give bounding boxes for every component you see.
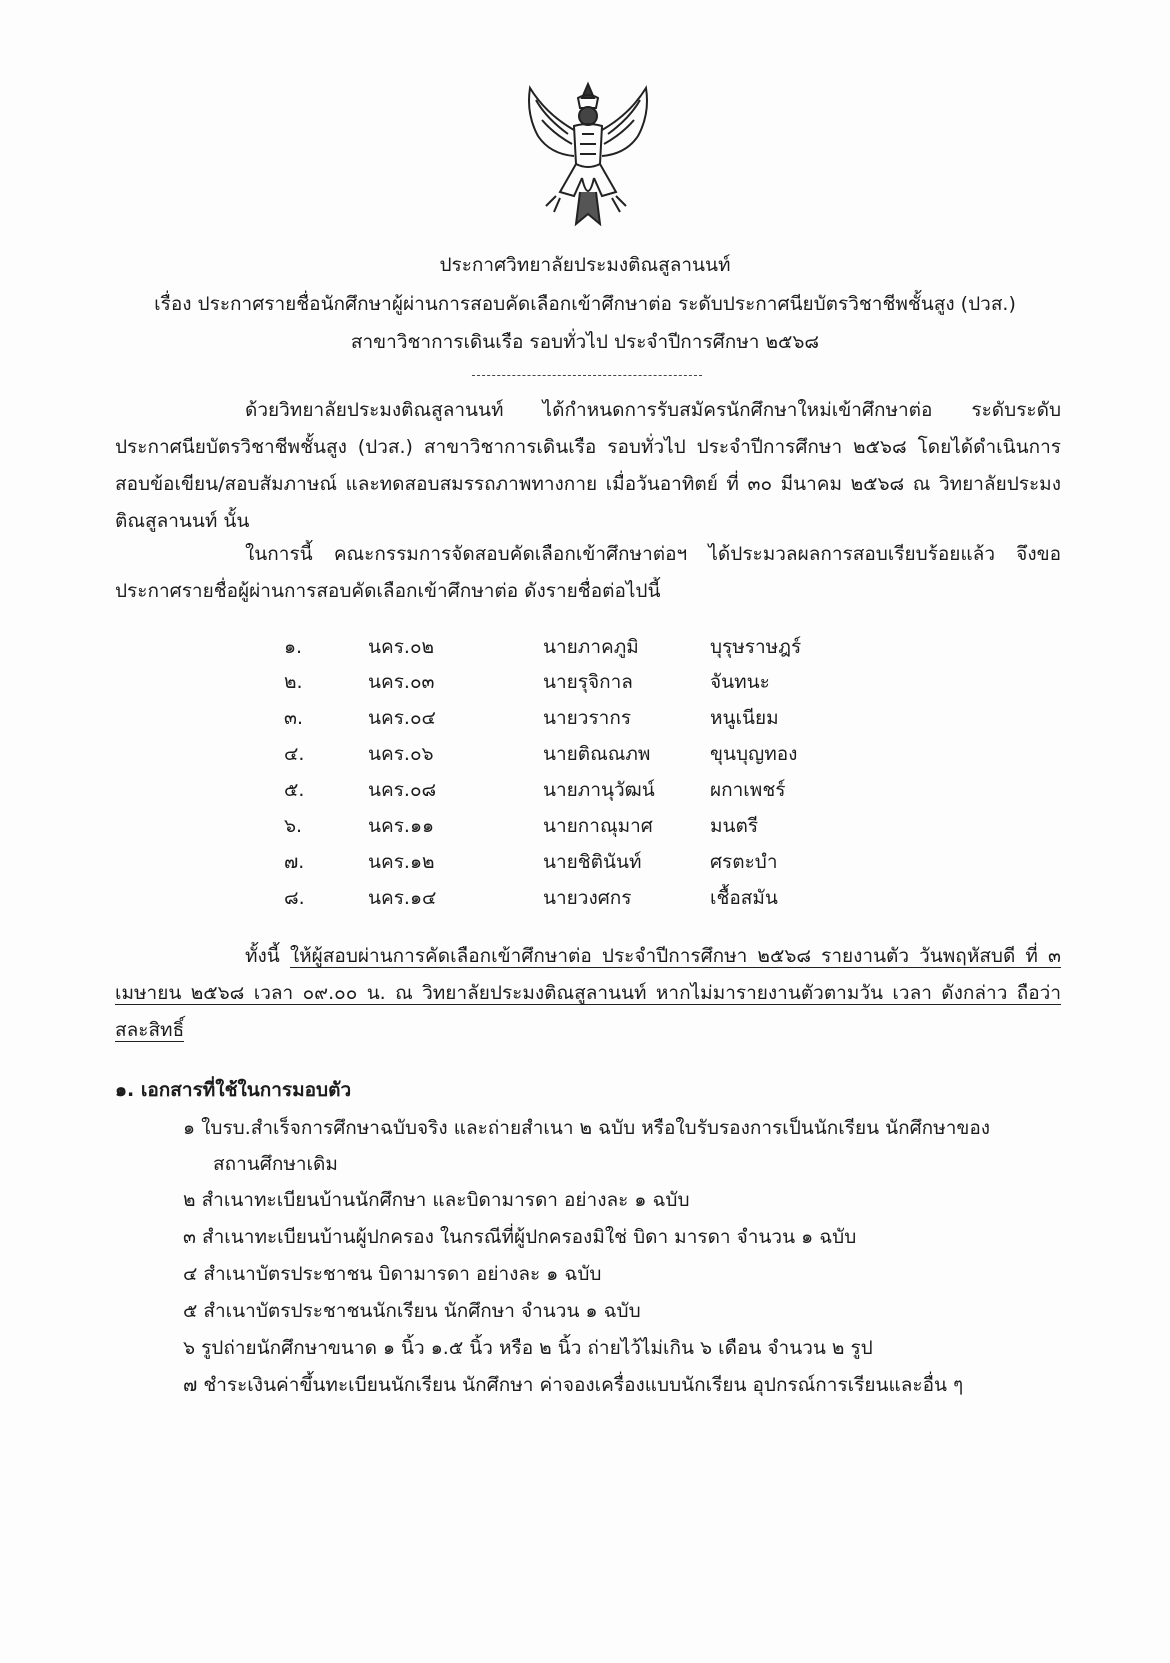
notice-lead: ทั้งนี้ [245,945,290,967]
student-number: ๔. [284,743,305,765]
student-first-name: นายติณณภพ [543,743,651,765]
list-item [0,775,1170,809]
list-item: ๕ สำเนาบัตรประชาชนนักเรียน นักศึกษา จำนวน ๑ ฉบับ [183,1300,641,1322]
list-item: ๒ สำเนาทะเบียนบ้านนักศึกษา และบิดามารดา อย่างละ ๑ ฉบับ [183,1189,690,1211]
student-number: ๖. [284,815,303,837]
student-last-name: เชื้อสมัน [710,887,778,909]
student-code: นคร.๑๔ [368,887,437,909]
student-first-name: นายภานุวัฒน์ [543,779,655,801]
student-first-name: นายวงศกร [543,887,632,909]
student-number: ๗. [284,851,305,873]
list-item: ๓ สำเนาทะเบียนบ้านผู้ปกครอง ในกรณีที่ผู้ปกครองมิใช่ บิดา มารดา จำนวน ๑ ฉบับ [183,1226,857,1248]
title-divider [472,375,702,376]
student-last-name: หนูเนียม [710,707,779,729]
notice-underlined-text: ให้ผู้สอบผ่านการคัดเลือกเข้าศึกษาต่อ ประจำปีการศึกษา ๒๕๖๘ รายงานตัว วันพฤหัสบดี ที่ ๓ เมษายน ๒๕๖๘ เวลา ๐๙.๐๐ น. ณ วิทยาลัยประมงติณสูลานนท์ หากไม่มารายงานตัวตามวัน เวลา ดังกล่าว ถือว่าสละสิทธิ์ [115,945,1061,1041]
student-code: นคร.๐๓ [368,671,435,693]
list-item [0,811,1170,845]
list-item [0,739,1170,773]
student-last-name: จันทนะ [710,671,770,693]
student-code: นคร.๐๒ [368,636,435,658]
list-item: ๔ สำเนาบัตรประชาชน บิดามารดา อย่างละ ๑ ฉบับ [183,1263,602,1285]
document-subject-line2: สาขาวิชาการเดินเรือ รอบทั่วไป ประจำปีการศึกษา ๒๕๖๘ [350,331,820,353]
list-item [183,1110,1043,1182]
student-code: นคร.๑๒ [368,851,435,873]
list-item: ๗ ชำระเงินค่าขึ้นทะเบียนนักเรียน นักศึกษา ค่าจองเครื่องแบบนักเรียน อุปกรณ์การเรียนและอื่น ๆ [183,1374,964,1396]
list-item: ๖ รูปถ่ายนักศึกษาขนาด ๑ นิ้ว ๑.๕ นิ้ว หรือ ๒ นิ้ว ถ่ายไว้ไม่เกิน ๖ เดือน จำนวน ๒ รูป [183,1337,873,1359]
paragraph-intro: ด้วยวิทยาลัยประมงติณสูลานนท์ ได้กำหนดการรับสมัครนักศึกษาใหม่เข้าศึกษาต่อ ระดับระดับ ประกาศนียบัตรวิชาชีพชั้นสูง (ปวส.) สาขาวิชาการเดินเรือ รอบทั่วไป ประจำปีการศึกษา ๒๕๖๘ โดยได้ดำเนินการสอบข้อเขียน/สอบสัมภาษณ์ และทดสอบสมรรถภาพทางกาย เมื่อวันอาทิตย์ ที่ ๓๐ มีนาคม ๒๕๖๘ ณ วิทยาลัยประมงติณสูลานนท์ นั้น [115,399,1061,532]
document-item-continuation: สถานศึกษาเดิม [213,1153,338,1175]
document-item-text: ๑ ใบรบ.สำเร็จการศึกษาฉบับจริง และถ่ายสำเนา ๒ ฉบับ หรือใบรับรองการเป็นนักเรียน นักศึกษาของ [183,1117,991,1139]
student-last-name: บุรุษราษฎร์ [710,636,802,658]
list-item [0,632,1170,666]
paragraph-announcement: ในการนี้ คณะกรรมการจัดสอบคัดเลือกเข้าศึกษาต่อฯ ได้ประมวลผลการสอบเรียบร้อยแล้ว จึงขอ ประกาศรายชื่อผู้ผ่านการสอบคัดเลือกเข้าศึกษาต่อ ดังรายชื่อต่อไปนี้ [115,543,1061,602]
list-item [0,847,1170,881]
student-last-name: ศรตะบำ [710,851,778,873]
student-number: ๕. [284,779,305,801]
document-title: ประกาศวิทยาลัยประมงติณสูลานนท์ [439,254,731,276]
student-last-name: มนตรี [710,815,759,837]
student-first-name: นายรุจิกาล [543,671,633,693]
paragraph-report-notice [115,938,1061,1049]
student-code: นคร.๑๑ [368,815,435,837]
student-number: ๘. [284,887,305,909]
student-first-name: นายภาคภูมิ [543,636,639,658]
garuda-emblem-icon [516,74,661,234]
student-number: ๒. [284,671,303,693]
student-code: นคร.๐๔ [368,707,436,729]
student-number: ๓. [284,707,304,729]
list-item [0,703,1170,737]
student-code: นคร.๐๖ [368,743,434,765]
list-item [0,883,1170,917]
student-first-name: นายชิตินันท์ [543,851,642,873]
student-first-name: นายวรากร [543,707,632,729]
student-first-name: นายกาณุมาศ [543,815,653,837]
document-subject: เรื่อง ประกาศรายชื่อนักศึกษาผู้ผ่านการสอบคัดเลือกเข้าศึกษาต่อ ระดับประกาศนียบัตรวิชาชีพชั้นสูง (ปวส.) [154,293,1016,315]
student-number: ๑. [284,636,303,658]
student-code: นคร.๐๘ [368,779,437,801]
section-heading: ๑. เอกสารที่ใช้ในการมอบตัว [115,1079,352,1101]
student-last-name: ผกาเพชร์ [710,779,786,801]
list-item [0,667,1170,701]
student-last-name: ขุนบุญทอง [710,743,798,765]
